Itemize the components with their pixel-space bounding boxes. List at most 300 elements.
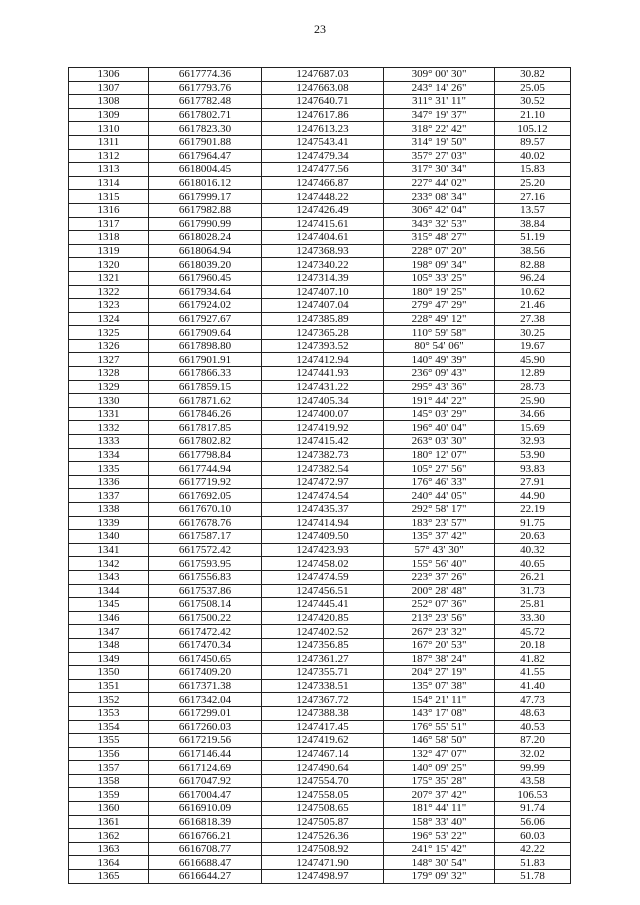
point-number-cell: 1312 — [69, 149, 149, 163]
y-coordinate-cell: 1247420.85 — [262, 611, 384, 625]
y-coordinate-cell: 1247477.56 — [262, 163, 384, 177]
x-coordinate-cell: 6617774.36 — [149, 68, 262, 82]
table-row — [69, 543, 571, 557]
bearing-cell: 167° 20' 53" — [384, 638, 495, 652]
y-coordinate-cell: 1247415.61 — [262, 217, 384, 231]
distance-cell: 27.91 — [495, 475, 571, 489]
x-coordinate-cell: 6617537.86 — [149, 584, 262, 598]
bearing-cell: 309° 00' 30" — [384, 68, 495, 82]
table-row — [69, 679, 571, 693]
x-coordinate-cell: 6616688.47 — [149, 856, 262, 870]
distance-cell: 41.40 — [495, 679, 571, 693]
x-coordinate-cell: 6617927.67 — [149, 312, 262, 326]
table-row — [69, 163, 571, 177]
point-number-cell: 1321 — [69, 271, 149, 285]
distance-cell: 82.88 — [495, 258, 571, 272]
point-number-cell: 1359 — [69, 788, 149, 802]
table-row — [69, 829, 571, 843]
table-row — [69, 176, 571, 190]
table-row — [69, 557, 571, 571]
bearing-cell: 279° 47' 29" — [384, 299, 495, 313]
distance-cell: 32.93 — [495, 435, 571, 449]
bearing-cell: 223° 37' 26" — [384, 570, 495, 584]
point-number-cell: 1346 — [69, 611, 149, 625]
point-number-cell: 1317 — [69, 217, 149, 231]
distance-cell: 51.19 — [495, 231, 571, 245]
bearing-cell: 292° 58' 17" — [384, 503, 495, 517]
point-number-cell: 1311 — [69, 135, 149, 149]
bearing-cell: 227° 44' 02" — [384, 176, 495, 190]
bearing-cell: 306° 42' 04" — [384, 203, 495, 217]
point-number-cell: 1309 — [69, 108, 149, 122]
point-number-cell: 1344 — [69, 584, 149, 598]
x-coordinate-cell: 6616708.77 — [149, 842, 262, 856]
x-coordinate-cell: 6617508.14 — [149, 598, 262, 612]
distance-cell: 12.89 — [495, 367, 571, 381]
x-coordinate-cell: 6617898.80 — [149, 339, 262, 353]
table-row — [69, 231, 571, 245]
point-number-cell: 1320 — [69, 258, 149, 272]
y-coordinate-cell: 1247467.14 — [262, 747, 384, 761]
y-coordinate-cell: 1247405.34 — [262, 394, 384, 408]
table-row — [69, 312, 571, 326]
point-number-cell: 1330 — [69, 394, 149, 408]
point-number-cell: 1363 — [69, 842, 149, 856]
point-number-cell: 1345 — [69, 598, 149, 612]
bearing-cell: 105° 33' 25" — [384, 271, 495, 285]
table-row — [69, 638, 571, 652]
distance-cell: 91.74 — [495, 802, 571, 816]
point-number-cell: 1314 — [69, 176, 149, 190]
point-number-cell: 1361 — [69, 815, 149, 829]
distance-cell: 106.53 — [495, 788, 571, 802]
table-row — [69, 802, 571, 816]
distance-cell: 60.03 — [495, 829, 571, 843]
bearing-cell: 347° 19' 37" — [384, 108, 495, 122]
y-coordinate-cell: 1247508.92 — [262, 842, 384, 856]
bearing-cell: 207° 37' 42" — [384, 788, 495, 802]
distance-cell: 51.83 — [495, 856, 571, 870]
table-row — [69, 720, 571, 734]
x-coordinate-cell: 6617871.62 — [149, 394, 262, 408]
y-coordinate-cell: 1247640.71 — [262, 95, 384, 109]
y-coordinate-cell: 1247393.52 — [262, 339, 384, 353]
point-number-cell: 1341 — [69, 543, 149, 557]
point-number-cell: 1351 — [69, 679, 149, 693]
bearing-cell: 175° 35' 28" — [384, 774, 495, 788]
x-coordinate-cell: 6617924.02 — [149, 299, 262, 313]
point-number-cell: 1324 — [69, 312, 149, 326]
point-number-cell: 1308 — [69, 95, 149, 109]
y-coordinate-cell: 1247472.97 — [262, 475, 384, 489]
distance-cell: 32.02 — [495, 747, 571, 761]
table-row — [69, 584, 571, 598]
x-coordinate-cell: 6617260.03 — [149, 720, 262, 734]
distance-cell: 40.32 — [495, 543, 571, 557]
x-coordinate-cell: 6617744.94 — [149, 462, 262, 476]
y-coordinate-cell: 1247400.07 — [262, 407, 384, 421]
bearing-cell: 158° 33' 40" — [384, 815, 495, 829]
distance-cell: 30.25 — [495, 326, 571, 340]
bearing-cell: 57° 43' 30" — [384, 543, 495, 557]
table-row — [69, 747, 571, 761]
distance-cell: 99.99 — [495, 761, 571, 775]
distance-cell: 51.78 — [495, 870, 571, 884]
table-row — [69, 570, 571, 584]
point-number-cell: 1332 — [69, 421, 149, 435]
point-number-cell: 1340 — [69, 530, 149, 544]
bearing-cell: 204° 27' 19" — [384, 666, 495, 680]
point-number-cell: 1327 — [69, 353, 149, 367]
bearing-cell: 183° 23' 57" — [384, 516, 495, 530]
x-coordinate-cell: 6617124.69 — [149, 761, 262, 775]
x-coordinate-cell: 6617670.10 — [149, 503, 262, 517]
x-coordinate-cell: 6617823.30 — [149, 122, 262, 136]
distance-cell: 87.20 — [495, 734, 571, 748]
x-coordinate-cell: 6618016.12 — [149, 176, 262, 190]
x-coordinate-cell: 6617859.15 — [149, 380, 262, 394]
coordinates-table-body — [69, 68, 571, 884]
distance-cell: 41.55 — [495, 666, 571, 680]
distance-cell: 41.82 — [495, 652, 571, 666]
y-coordinate-cell: 1247558.05 — [262, 788, 384, 802]
table-row — [69, 666, 571, 680]
x-coordinate-cell: 6618039.20 — [149, 258, 262, 272]
distance-cell: 21.46 — [495, 299, 571, 313]
bearing-cell: 135° 37' 42" — [384, 530, 495, 544]
bearing-cell: 132° 47' 07" — [384, 747, 495, 761]
y-coordinate-cell: 1247663.08 — [262, 81, 384, 95]
y-coordinate-cell: 1247543.41 — [262, 135, 384, 149]
distance-cell: 25.20 — [495, 176, 571, 190]
table-row — [69, 516, 571, 530]
bearing-cell: 263° 03' 30" — [384, 435, 495, 449]
distance-cell: 44.90 — [495, 489, 571, 503]
y-coordinate-cell: 1247382.54 — [262, 462, 384, 476]
table-row — [69, 81, 571, 95]
point-number-cell: 1353 — [69, 706, 149, 720]
point-number-cell: 1354 — [69, 720, 149, 734]
table-row — [69, 489, 571, 503]
table-row — [69, 815, 571, 829]
table-row — [69, 271, 571, 285]
x-coordinate-cell: 6617593.95 — [149, 557, 262, 571]
page-number: 23 — [314, 22, 326, 36]
bearing-cell: 179° 09' 32" — [384, 870, 495, 884]
bearing-cell: 196° 40' 04" — [384, 421, 495, 435]
distance-cell: 27.38 — [495, 312, 571, 326]
distance-cell: 56.06 — [495, 815, 571, 829]
x-coordinate-cell: 6617472.42 — [149, 625, 262, 639]
bearing-cell: 180° 12' 07" — [384, 448, 495, 462]
x-coordinate-cell: 6617692.05 — [149, 489, 262, 503]
point-number-cell: 1352 — [69, 693, 149, 707]
distance-cell: 10.62 — [495, 285, 571, 299]
x-coordinate-cell: 6617866.33 — [149, 367, 262, 381]
y-coordinate-cell: 1247471.90 — [262, 856, 384, 870]
distance-cell: 15.83 — [495, 163, 571, 177]
y-coordinate-cell: 1247385.89 — [262, 312, 384, 326]
x-coordinate-cell: 6616644.27 — [149, 870, 262, 884]
y-coordinate-cell: 1247498.97 — [262, 870, 384, 884]
distance-cell: 48.63 — [495, 706, 571, 720]
bearing-cell: 241° 15' 42" — [384, 842, 495, 856]
point-number-cell: 1364 — [69, 856, 149, 870]
table-row — [69, 135, 571, 149]
distance-cell: 25.81 — [495, 598, 571, 612]
y-coordinate-cell: 1247426.49 — [262, 203, 384, 217]
point-number-cell: 1322 — [69, 285, 149, 299]
x-coordinate-cell: 6617371.38 — [149, 679, 262, 693]
y-coordinate-cell: 1247508.65 — [262, 802, 384, 816]
bearing-cell: 176° 46' 33" — [384, 475, 495, 489]
y-coordinate-cell: 1247388.38 — [262, 706, 384, 720]
x-coordinate-cell: 6618004.45 — [149, 163, 262, 177]
distance-cell: 47.73 — [495, 693, 571, 707]
point-number-cell: 1335 — [69, 462, 149, 476]
bearing-cell: 110° 59' 58" — [384, 326, 495, 340]
point-number-cell: 1334 — [69, 448, 149, 462]
distance-cell: 30.52 — [495, 95, 571, 109]
bearing-cell: 105° 27' 56" — [384, 462, 495, 476]
table-row — [69, 652, 571, 666]
x-coordinate-cell: 6617572.42 — [149, 543, 262, 557]
y-coordinate-cell: 1247338.51 — [262, 679, 384, 693]
table-row — [69, 774, 571, 788]
point-number-cell: 1316 — [69, 203, 149, 217]
x-coordinate-cell: 6617960.45 — [149, 271, 262, 285]
bearing-cell: 252° 07' 36" — [384, 598, 495, 612]
bearing-cell: 176° 55' 51" — [384, 720, 495, 734]
table-row — [69, 380, 571, 394]
y-coordinate-cell: 1247415.42 — [262, 435, 384, 449]
point-number-cell: 1339 — [69, 516, 149, 530]
x-coordinate-cell: 6617909.64 — [149, 326, 262, 340]
table-row — [69, 149, 571, 163]
y-coordinate-cell: 1247314.39 — [262, 271, 384, 285]
point-number-cell: 1306 — [69, 68, 149, 82]
x-coordinate-cell: 6617470.34 — [149, 638, 262, 652]
table-row — [69, 693, 571, 707]
point-number-cell: 1356 — [69, 747, 149, 761]
bearing-cell: 314° 19' 50" — [384, 135, 495, 149]
point-number-cell: 1342 — [69, 557, 149, 571]
y-coordinate-cell: 1247355.71 — [262, 666, 384, 680]
distance-cell: 27.16 — [495, 190, 571, 204]
bearing-cell: 198° 09' 34" — [384, 258, 495, 272]
distance-cell: 25.05 — [495, 81, 571, 95]
y-coordinate-cell: 1247441.93 — [262, 367, 384, 381]
bearing-cell: 80° 54' 06" — [384, 339, 495, 353]
y-coordinate-cell: 1247367.72 — [262, 693, 384, 707]
x-coordinate-cell: 6617990.99 — [149, 217, 262, 231]
x-coordinate-cell: 6617802.71 — [149, 108, 262, 122]
y-coordinate-cell: 1247423.93 — [262, 543, 384, 557]
bearing-cell: 181° 44' 11" — [384, 802, 495, 816]
bearing-cell: 140° 49' 39" — [384, 353, 495, 367]
x-coordinate-cell: 6616910.09 — [149, 802, 262, 816]
y-coordinate-cell: 1247526.36 — [262, 829, 384, 843]
y-coordinate-cell: 1247490.64 — [262, 761, 384, 775]
x-coordinate-cell: 6617719.92 — [149, 475, 262, 489]
y-coordinate-cell: 1247474.54 — [262, 489, 384, 503]
x-coordinate-cell: 6617802.82 — [149, 435, 262, 449]
table-row — [69, 734, 571, 748]
distance-cell: 105.12 — [495, 122, 571, 136]
bearing-cell: 228° 49' 12" — [384, 312, 495, 326]
point-number-cell: 1319 — [69, 244, 149, 258]
table-row — [69, 475, 571, 489]
table-row — [69, 203, 571, 217]
y-coordinate-cell: 1247417.45 — [262, 720, 384, 734]
bearing-cell: 148° 30' 54" — [384, 856, 495, 870]
point-number-cell: 1365 — [69, 870, 149, 884]
y-coordinate-cell: 1247505.87 — [262, 815, 384, 829]
bearing-cell: 155° 56' 40" — [384, 557, 495, 571]
bearing-cell: 243° 14' 26" — [384, 81, 495, 95]
x-coordinate-cell: 6617409.20 — [149, 666, 262, 680]
point-number-cell: 1333 — [69, 435, 149, 449]
x-coordinate-cell: 6617556.83 — [149, 570, 262, 584]
bearing-cell: 343° 32' 53" — [384, 217, 495, 231]
table-row — [69, 353, 571, 367]
table-row — [69, 367, 571, 381]
table-row — [69, 407, 571, 421]
x-coordinate-cell: 6617901.88 — [149, 135, 262, 149]
x-coordinate-cell: 6617793.76 — [149, 81, 262, 95]
bearing-cell: 357° 27' 03" — [384, 149, 495, 163]
distance-cell: 20.63 — [495, 530, 571, 544]
x-coordinate-cell: 6617782.48 — [149, 95, 262, 109]
bearing-cell: 233° 08' 34" — [384, 190, 495, 204]
point-number-cell: 1362 — [69, 829, 149, 843]
x-coordinate-cell: 6617342.04 — [149, 693, 262, 707]
point-number-cell: 1355 — [69, 734, 149, 748]
bearing-cell: 143° 17' 08" — [384, 706, 495, 720]
distance-cell: 91.75 — [495, 516, 571, 530]
y-coordinate-cell: 1247617.86 — [262, 108, 384, 122]
point-number-cell: 1358 — [69, 774, 149, 788]
distance-cell: 31.73 — [495, 584, 571, 598]
y-coordinate-cell: 1247554.70 — [262, 774, 384, 788]
point-number-cell: 1326 — [69, 339, 149, 353]
y-coordinate-cell: 1247613.23 — [262, 122, 384, 136]
bearing-cell: 318° 22' 42" — [384, 122, 495, 136]
table-row — [69, 598, 571, 612]
y-coordinate-cell: 1247407.10 — [262, 285, 384, 299]
distance-cell: 21.10 — [495, 108, 571, 122]
x-coordinate-cell: 6617798.84 — [149, 448, 262, 462]
x-coordinate-cell: 6617047.92 — [149, 774, 262, 788]
table-row — [69, 285, 571, 299]
y-coordinate-cell: 1247407.04 — [262, 299, 384, 313]
x-coordinate-cell: 6616766.21 — [149, 829, 262, 843]
point-number-cell: 1337 — [69, 489, 149, 503]
bearing-cell: 317° 30' 34" — [384, 163, 495, 177]
x-coordinate-cell: 6617450.65 — [149, 652, 262, 666]
distance-cell: 93.83 — [495, 462, 571, 476]
bearing-cell: 187° 38' 24" — [384, 652, 495, 666]
x-coordinate-cell: 6617500.22 — [149, 611, 262, 625]
x-coordinate-cell: 6617299.01 — [149, 706, 262, 720]
bearing-cell: 267° 23' 32" — [384, 625, 495, 639]
bearing-cell: 228° 07' 20" — [384, 244, 495, 258]
distance-cell: 96.24 — [495, 271, 571, 285]
distance-cell: 33.30 — [495, 611, 571, 625]
y-coordinate-cell: 1247431.22 — [262, 380, 384, 394]
x-coordinate-cell: 6618028.24 — [149, 231, 262, 245]
bearing-cell: 200° 28' 48" — [384, 584, 495, 598]
point-number-cell: 1336 — [69, 475, 149, 489]
distance-cell: 34.66 — [495, 407, 571, 421]
x-coordinate-cell: 6617678.76 — [149, 516, 262, 530]
table-row — [69, 435, 571, 449]
y-coordinate-cell: 1247479.34 — [262, 149, 384, 163]
y-coordinate-cell: 1247466.87 — [262, 176, 384, 190]
distance-cell: 38.84 — [495, 217, 571, 231]
y-coordinate-cell: 1247382.73 — [262, 448, 384, 462]
point-number-cell: 1313 — [69, 163, 149, 177]
bearing-cell: 295° 43' 36" — [384, 380, 495, 394]
distance-cell: 26.21 — [495, 570, 571, 584]
table-row — [69, 258, 571, 272]
distance-cell: 13.57 — [495, 203, 571, 217]
y-coordinate-cell: 1247414.94 — [262, 516, 384, 530]
distance-cell: 38.56 — [495, 244, 571, 258]
table-row — [69, 68, 571, 82]
table-row — [69, 788, 571, 802]
bearing-cell: 140° 09' 25" — [384, 761, 495, 775]
point-number-cell: 1310 — [69, 122, 149, 136]
y-coordinate-cell: 1247456.51 — [262, 584, 384, 598]
x-coordinate-cell: 6617219.56 — [149, 734, 262, 748]
table-row — [69, 244, 571, 258]
table-row — [69, 530, 571, 544]
coordinates-table — [68, 67, 571, 884]
point-number-cell: 1329 — [69, 380, 149, 394]
point-number-cell: 1350 — [69, 666, 149, 680]
bearing-cell: 135° 07' 38" — [384, 679, 495, 693]
bearing-cell: 311° 31' 11" — [384, 95, 495, 109]
y-coordinate-cell: 1247419.92 — [262, 421, 384, 435]
point-number-cell: 1323 — [69, 299, 149, 313]
point-number-cell: 1357 — [69, 761, 149, 775]
bearing-cell: 196° 53' 22" — [384, 829, 495, 843]
distance-cell: 20.18 — [495, 638, 571, 652]
distance-cell: 28.73 — [495, 380, 571, 394]
y-coordinate-cell: 1247435.37 — [262, 503, 384, 517]
y-coordinate-cell: 1247409.50 — [262, 530, 384, 544]
point-number-cell: 1347 — [69, 625, 149, 639]
y-coordinate-cell: 1247404.61 — [262, 231, 384, 245]
y-coordinate-cell: 1247687.03 — [262, 68, 384, 82]
distance-cell: 43.58 — [495, 774, 571, 788]
bearing-cell: 315° 48' 27" — [384, 231, 495, 245]
x-coordinate-cell: 6617934.64 — [149, 285, 262, 299]
bearing-cell: 154° 21' 11" — [384, 693, 495, 707]
point-number-cell: 1331 — [69, 407, 149, 421]
bearing-cell: 191° 44' 22" — [384, 394, 495, 408]
bearing-cell: 213° 23' 56" — [384, 611, 495, 625]
x-coordinate-cell: 6617146.44 — [149, 747, 262, 761]
distance-cell: 40.65 — [495, 557, 571, 571]
x-coordinate-cell: 6617901.91 — [149, 353, 262, 367]
x-coordinate-cell: 6617982.88 — [149, 203, 262, 217]
table-row — [69, 217, 571, 231]
y-coordinate-cell: 1247445.41 — [262, 598, 384, 612]
distance-cell: 40.02 — [495, 149, 571, 163]
table-row — [69, 462, 571, 476]
